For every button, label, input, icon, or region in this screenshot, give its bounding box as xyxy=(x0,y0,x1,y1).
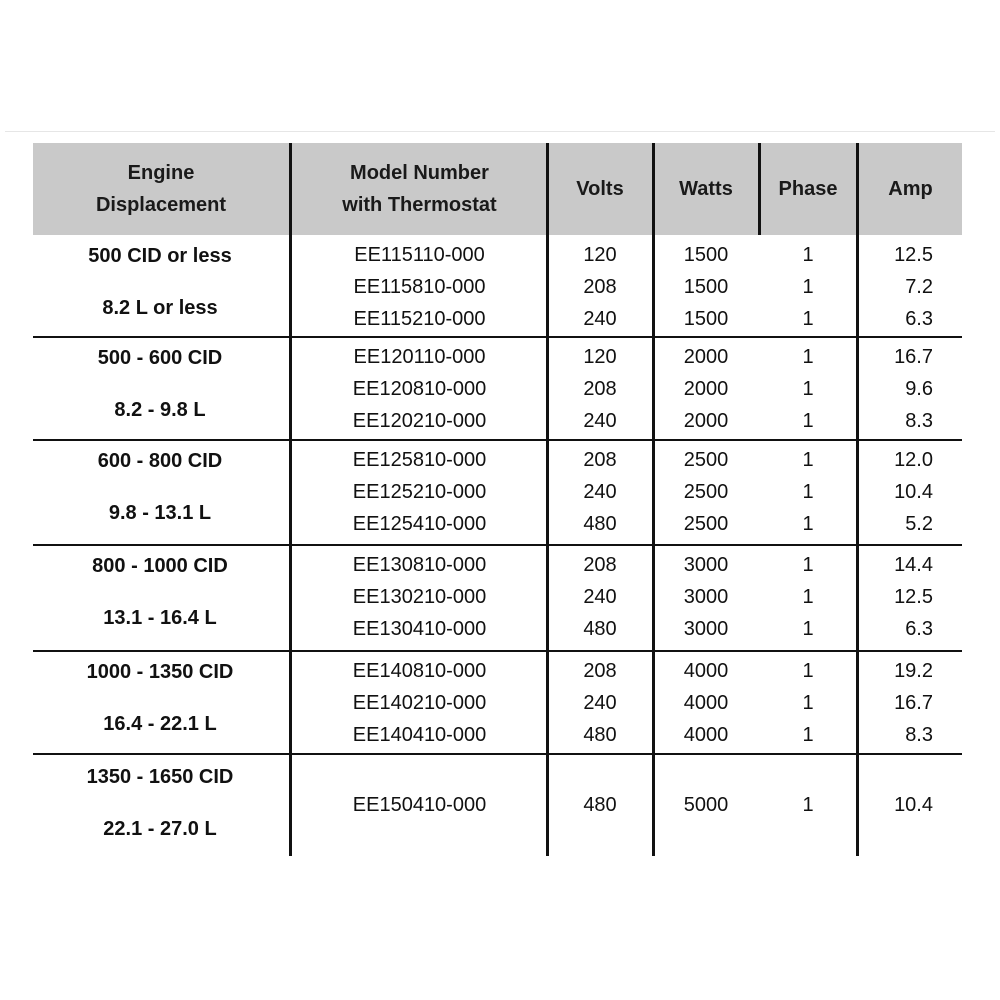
cell-volts: 240 xyxy=(583,481,617,503)
displacement-liters: 9.8 - 13.1 L xyxy=(108,502,212,524)
cell-watts: 2500 xyxy=(683,481,729,503)
table-row xyxy=(33,687,962,719)
cell-volts: 240 xyxy=(583,692,617,714)
displacement-group xyxy=(33,651,962,754)
table-row xyxy=(33,271,962,303)
column-divider xyxy=(856,143,859,856)
displacement-liters: 13.1 - 16.4 L xyxy=(103,607,217,629)
header-volts: Volts xyxy=(576,178,624,200)
cell-watts: 3000 xyxy=(683,554,729,576)
cell-phase: 1 xyxy=(802,410,814,432)
displacement-liters: 8.2 L or less xyxy=(102,297,218,319)
cell-model: EE115210-000 xyxy=(353,308,486,330)
table-row xyxy=(33,444,962,476)
displacement-cid: 1000 - 1350 CID xyxy=(86,661,234,683)
cell-volts: 120 xyxy=(583,346,617,368)
table-row xyxy=(33,508,962,540)
displacement-cid: 600 - 800 CID xyxy=(97,450,223,472)
cell-amp: 12.5 xyxy=(894,244,933,266)
table-row xyxy=(33,789,962,821)
cell-amp: 19.2 xyxy=(894,660,933,682)
cell-phase: 1 xyxy=(802,692,814,714)
table-header xyxy=(33,143,962,235)
cell-amp: 8.3 xyxy=(905,724,933,746)
table-row xyxy=(33,239,962,271)
cell-phase: 1 xyxy=(802,513,814,535)
cell-volts: 480 xyxy=(583,724,617,746)
cell-phase: 1 xyxy=(802,346,814,368)
table-row xyxy=(33,303,962,335)
table-row xyxy=(33,549,962,581)
cell-watts: 4000 xyxy=(683,692,729,714)
top-divider xyxy=(5,131,995,132)
table-row xyxy=(33,476,962,508)
cell-volts: 208 xyxy=(583,554,617,576)
cell-watts: 2000 xyxy=(683,410,729,432)
cell-amp: 16.7 xyxy=(894,346,933,368)
cell-phase: 1 xyxy=(802,481,814,503)
cell-phase: 1 xyxy=(802,586,814,608)
cell-amp: 6.3 xyxy=(905,308,933,330)
displacement-liters: 22.1 - 27.0 L xyxy=(103,818,217,840)
table-row xyxy=(33,719,962,751)
cell-model: EE125410-000 xyxy=(352,513,487,535)
cell-amp: 12.0 xyxy=(894,449,933,471)
column-divider xyxy=(652,143,655,856)
cell-phase: 1 xyxy=(802,618,814,640)
cell-model: EE130210-000 xyxy=(352,586,487,608)
cell-model: EE130810-000 xyxy=(352,554,487,576)
cell-amp: 6.3 xyxy=(905,618,933,640)
cell-watts: 1500 xyxy=(683,244,729,266)
cell-model: EE115110-000 xyxy=(354,244,485,266)
displacement-cid: 500 CID or less xyxy=(88,245,232,267)
cell-watts: 3000 xyxy=(683,586,729,608)
table-row xyxy=(33,405,962,437)
cell-model: EE150410-000 xyxy=(352,794,487,816)
cell-volts: 480 xyxy=(583,618,617,640)
cell-volts: 240 xyxy=(583,410,617,432)
cell-amp: 14.4 xyxy=(894,554,933,576)
cell-watts: 4000 xyxy=(683,724,729,746)
cell-model: EE120210-000 xyxy=(352,410,487,432)
displacement-group xyxy=(33,440,962,545)
displacement-group xyxy=(33,754,962,856)
cell-volts: 120 xyxy=(583,244,617,266)
header-amp: Amp xyxy=(888,178,933,200)
header-engine-displacement: Engine Displacement xyxy=(95,162,227,216)
column-divider xyxy=(758,143,761,235)
table-row xyxy=(33,341,962,373)
displacement-group xyxy=(33,235,962,337)
cell-volts: 208 xyxy=(583,276,617,298)
displacement-cid: 500 - 600 CID xyxy=(97,347,223,369)
cell-model: EE125810-000 xyxy=(352,449,487,471)
heater-spec-table xyxy=(33,143,962,840)
displacement-liters: 16.4 - 22.1 L xyxy=(103,713,217,735)
cell-model: EE125210-000 xyxy=(352,481,487,503)
displacement-group xyxy=(33,545,962,651)
cell-watts: 5000 xyxy=(683,794,729,816)
cell-amp: 16.7 xyxy=(894,692,933,714)
table-row xyxy=(33,581,962,613)
table-row xyxy=(33,373,962,405)
cell-volts: 240 xyxy=(583,586,617,608)
cell-phase: 1 xyxy=(802,244,814,266)
cell-watts: 3000 xyxy=(683,618,729,640)
header-phase: Phase xyxy=(778,178,838,200)
cell-volts: 480 xyxy=(583,513,617,535)
cell-model: EE120110-000 xyxy=(353,346,486,368)
cell-phase: 1 xyxy=(802,554,814,576)
cell-amp: 7.2 xyxy=(905,276,933,298)
header-model-number: Model Number with Thermostat xyxy=(342,162,497,216)
cell-volts: 480 xyxy=(583,794,617,816)
displacement-cid: 800 - 1000 CID xyxy=(92,555,228,577)
header-watts: Watts xyxy=(679,178,733,200)
displacement-cid: 1350 - 1650 CID xyxy=(86,766,234,788)
cell-amp: 8.3 xyxy=(905,410,933,432)
table-row xyxy=(33,613,962,645)
cell-watts: 4000 xyxy=(683,660,729,682)
cell-phase: 1 xyxy=(802,660,814,682)
displacement-liters: 8.2 - 9.8 L xyxy=(114,399,206,421)
column-divider xyxy=(546,143,549,856)
cell-amp: 10.4 xyxy=(894,794,933,816)
cell-volts: 208 xyxy=(583,449,617,471)
cell-model: EE115810-000 xyxy=(353,276,486,298)
cell-amp: 10.4 xyxy=(894,481,933,503)
cell-watts: 2000 xyxy=(683,346,729,368)
cell-phase: 1 xyxy=(802,308,814,330)
cell-phase: 1 xyxy=(802,276,814,298)
cell-amp: 5.2 xyxy=(905,513,933,535)
cell-volts: 240 xyxy=(583,308,617,330)
cell-watts: 1500 xyxy=(683,276,729,298)
cell-model: EE120810-000 xyxy=(352,378,487,400)
cell-model: EE140210-000 xyxy=(352,692,487,714)
table-row xyxy=(33,655,962,687)
cell-watts: 2000 xyxy=(683,378,729,400)
cell-phase: 1 xyxy=(802,794,814,816)
cell-volts: 208 xyxy=(583,378,617,400)
cell-model: EE130410-000 xyxy=(352,618,487,640)
cell-watts: 2500 xyxy=(683,449,729,471)
cell-model: EE140410-000 xyxy=(352,724,487,746)
cell-model: EE140810-000 xyxy=(352,660,487,682)
displacement-group xyxy=(33,337,962,440)
cell-phase: 1 xyxy=(802,449,814,471)
cell-volts: 208 xyxy=(583,660,617,682)
cell-amp: 12.5 xyxy=(894,586,933,608)
cell-amp: 9.6 xyxy=(905,378,933,400)
cell-watts: 2500 xyxy=(683,513,729,535)
cell-phase: 1 xyxy=(802,378,814,400)
column-divider xyxy=(289,143,292,856)
cell-watts: 1500 xyxy=(683,308,729,330)
cell-phase: 1 xyxy=(802,724,814,746)
